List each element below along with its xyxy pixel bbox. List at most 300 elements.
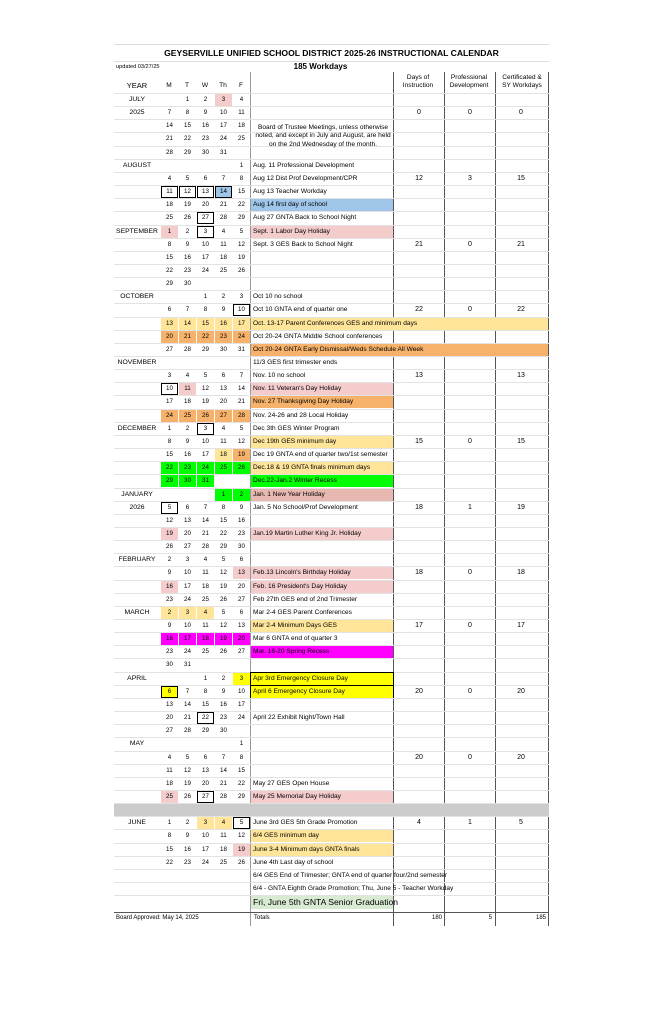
workday-count: 17: [517, 622, 525, 629]
day-cell: 3: [215, 94, 232, 106]
day-cell: 6: [161, 686, 178, 698]
day-cell: 20: [220, 398, 227, 406]
event-text: June 4th Last day of school: [253, 858, 334, 866]
day-cell: 8: [167, 240, 172, 248]
day-cell: 15: [238, 188, 245, 196]
workday-count: 5: [519, 819, 523, 827]
day-cell: 10: [202, 437, 209, 445]
event-text: May 25 Memorial Day Holiday: [251, 791, 393, 803]
workday-count: 13: [517, 372, 525, 380]
day-cell: 12: [184, 766, 191, 774]
day-cell: 9: [185, 240, 190, 248]
event-text: Nov. 24-26 and 28 Local Holiday: [253, 411, 349, 419]
day-cell: 31: [220, 148, 227, 156]
day-cell: [161, 357, 178, 369]
day-cell: 24: [184, 595, 191, 603]
workday-count: 20: [517, 753, 525, 761]
event-text: Aug 13 Teacher Workday: [253, 188, 327, 196]
day-cell: 21: [184, 714, 191, 722]
event-text: Jan. 5 No School/Prof Development: [253, 503, 358, 511]
day-cell: 17: [202, 845, 209, 853]
month-label: APRIL: [127, 674, 147, 682]
days-instruction-header: Days of Instruction: [402, 74, 434, 89]
day-cell: 17: [238, 700, 245, 708]
calendar-row: [114, 423, 549, 436]
day-cell: [215, 738, 232, 750]
day-cell: 2: [233, 489, 250, 501]
month-label: FEBRUARY: [118, 556, 156, 564]
day-cell: 26: [233, 462, 250, 474]
day-cell: [233, 357, 250, 369]
day-cell: 2: [221, 674, 226, 682]
calendar-row: [114, 278, 549, 291]
day-cell: 1: [203, 674, 208, 682]
calendar-row: [114, 265, 549, 278]
month-label: MAY: [129, 740, 145, 748]
calendar-row: [114, 357, 549, 370]
event-text: Aug. 11 Professional Development: [253, 161, 355, 169]
day-cell: 14: [202, 516, 209, 524]
day-cell: 25: [166, 214, 173, 222]
day-cell: [233, 870, 250, 882]
day-cell: 22: [166, 266, 173, 274]
day-cell: 23: [184, 266, 191, 274]
day-cell: 8: [221, 503, 226, 511]
calendar-row: [114, 830, 549, 843]
day-cell: 4: [185, 372, 190, 380]
day-cell: 11: [238, 109, 245, 117]
day-cell: 16: [184, 845, 191, 853]
day-cell: [197, 659, 214, 671]
calendar-row: [114, 318, 549, 331]
day-cell: 13: [184, 516, 191, 524]
day-cell: 10: [184, 622, 191, 629]
day-cell: 26: [220, 595, 227, 603]
day-cell: [161, 870, 178, 882]
calendar-row: [114, 607, 549, 620]
calendar-row: [114, 541, 549, 554]
day-cell: 27: [238, 648, 245, 656]
day-cell: 24: [197, 462, 214, 474]
day-cell: 30: [220, 345, 227, 353]
calendar-row: [114, 699, 549, 712]
day-cell: 1: [167, 819, 172, 827]
day-cell: 12: [220, 622, 227, 629]
event-text: Aug 12 Dist Prof Development/CPR: [253, 174, 358, 182]
day-cell: 30: [238, 543, 245, 551]
tue-header: T: [184, 82, 190, 89]
day-cell: 15: [238, 766, 245, 774]
day-cell: 12: [202, 385, 209, 393]
day-cell: 13: [161, 318, 178, 330]
day-cell: [197, 870, 214, 882]
day-cell: 25: [202, 648, 209, 656]
day-cell: 19: [233, 449, 250, 461]
day-cell: [161, 291, 178, 303]
day-cell: 15: [166, 253, 173, 261]
calendar-row: [114, 396, 549, 409]
day-cell: 2: [203, 96, 208, 103]
day-cell: 16: [161, 633, 178, 645]
day-cell: 21: [166, 135, 173, 143]
day-cell: [233, 147, 250, 159]
day-cell: 12: [179, 186, 196, 198]
calendar-row: [114, 94, 549, 107]
day-cell: 3: [185, 556, 190, 564]
day-cell: [197, 357, 214, 369]
calendar-row: [114, 489, 549, 502]
day-cell: 17: [202, 253, 209, 261]
day-cell: 20: [161, 331, 178, 343]
day-cell: [233, 804, 250, 816]
day-cell: 20: [202, 779, 209, 787]
workday-count: 0: [519, 109, 523, 117]
day-cell: 22: [238, 779, 245, 787]
workday-count: 0: [468, 687, 472, 695]
day-cell: 21: [202, 529, 209, 537]
day-cell: 19: [215, 633, 232, 645]
workday-count: 18: [517, 569, 525, 577]
event-text: June 3-4 Minimum days GNTA finals: [251, 844, 393, 856]
day-cell: 16: [184, 451, 191, 459]
event-text: 11/3 GES first trimester ends: [253, 359, 338, 366]
event-text: Sept. 3 GES Back to School Night: [253, 240, 353, 248]
workday-count: 0: [468, 437, 472, 445]
day-cell: 30: [166, 661, 173, 669]
day-cell: 30: [202, 148, 209, 156]
day-cell: 18: [202, 582, 209, 590]
day-cell: 26: [197, 410, 214, 422]
day-cell: [179, 291, 196, 303]
calendar-row: [114, 528, 549, 541]
calendar-row: [114, 252, 549, 265]
year-header: YEAR: [126, 81, 148, 90]
day-cell: 10: [184, 569, 191, 577]
day-cell: [161, 738, 178, 750]
day-cell: 21: [238, 398, 245, 406]
calendar-row: [114, 410, 549, 423]
event-text: 6/4 - GNTA Eighth Grade Promotion; Thu, June 5 - Teacher Workday: [253, 885, 454, 892]
day-cell: 28: [166, 148, 173, 156]
calendar-row: [114, 844, 549, 857]
day-cell: 24: [238, 714, 245, 722]
calendar-row: [114, 870, 549, 883]
workday-count: 19: [517, 503, 525, 511]
calendar-row: [114, 554, 549, 567]
calendar-row: [114, 883, 549, 896]
day-cell: 15: [202, 700, 209, 708]
day-cell: 11: [220, 240, 227, 248]
day-cell: 30: [179, 475, 196, 487]
day-cell: 14: [179, 318, 196, 330]
day-cell: 6: [185, 503, 190, 511]
mon-header: M: [166, 82, 172, 89]
calendar-row: [114, 344, 549, 357]
day-cell: 20: [233, 633, 250, 645]
day-cell: 22: [197, 712, 214, 724]
day-cell: 16: [238, 516, 245, 524]
day-cell: 6: [239, 556, 244, 564]
event-text: Sept. 1 Labor Day Holiday: [251, 226, 393, 238]
day-cell: 22: [197, 331, 214, 343]
day-cell: 4: [167, 753, 172, 761]
day-cell: 13: [238, 622, 245, 629]
day-cell: 22: [166, 858, 173, 866]
day-cell: 3: [197, 226, 214, 238]
workday-count: 18: [415, 503, 423, 511]
day-cell: [179, 896, 196, 908]
day-cell: 24: [161, 410, 178, 422]
calendar-row: [114, 199, 549, 212]
workday-count: 22: [517, 306, 525, 314]
day-cell: 6: [167, 306, 172, 314]
cert-workdays-header: Certificated & SY Workdays: [502, 74, 542, 89]
page-title: GEYSERVILLE UNIFIED SCHOOL DISTRICT 2025-26 INSTRUCTIONAL CALENDAR: [114, 44, 549, 62]
day-cell: 15: [184, 122, 191, 130]
workday-count: 4: [417, 819, 421, 827]
event-text: Nov. 27 Thanksgiving Day Holiday: [251, 396, 393, 408]
day-cell: [197, 489, 214, 501]
day-cell: [179, 357, 196, 369]
day-cell: [215, 896, 232, 908]
day-cell: 7: [185, 306, 190, 314]
calendar-row: [114, 804, 549, 817]
event-text: Dec 19 GNTA end of quarter two/1st semester: [253, 451, 388, 459]
day-cell: 22: [184, 135, 191, 143]
day-cell: 25: [238, 135, 245, 143]
workday-count: 21: [517, 240, 525, 248]
day-cell: 10: [233, 304, 250, 316]
day-cell: 11: [220, 437, 227, 445]
divider: [114, 912, 549, 913]
calendar-row: [114, 449, 549, 462]
event-text: Oct 20-24 GNTA Middle School conferences: [253, 332, 383, 340]
day-cell: 12: [166, 516, 173, 524]
day-cell: 11: [179, 383, 196, 395]
total-prof-dev: 5: [488, 915, 492, 921]
day-cell: [233, 725, 250, 737]
day-cell: 25: [161, 791, 178, 803]
day-cell: 28: [184, 345, 191, 353]
day-cell: 29: [220, 543, 227, 551]
totals-label: Totals: [254, 915, 270, 921]
day-cell: 5: [233, 817, 250, 829]
day-cell: [161, 489, 178, 501]
calendar-row: [114, 778, 549, 791]
day-cell: 5: [239, 424, 244, 432]
day-cell: 7: [221, 753, 226, 761]
day-cell: 3: [233, 673, 250, 685]
day-cell: 5: [203, 372, 208, 380]
day-cell: [215, 804, 232, 816]
month-label: JANUARY: [121, 490, 153, 498]
day-cell: 4: [215, 817, 232, 829]
day-cell: [197, 883, 214, 895]
calendar-row: [114, 817, 549, 830]
day-cell: 25: [220, 858, 227, 866]
day-cell: 26: [166, 543, 173, 551]
calendar-row: [114, 226, 549, 239]
workday-count: 15: [415, 437, 423, 445]
day-cell: [215, 357, 232, 369]
workday-count: 20: [415, 687, 423, 695]
day-cell: [179, 870, 196, 882]
total-workdays: 185: [535, 915, 546, 921]
calendar-row: [114, 765, 549, 778]
workday-count: 21: [415, 240, 423, 248]
event-text: Mar. 16-20 Spring Recess: [251, 646, 393, 658]
day-cell: 28: [202, 543, 209, 551]
day-cell: [215, 160, 232, 172]
day-cell: 27: [184, 543, 191, 551]
workday-count: 17: [415, 622, 423, 629]
fri-header: F: [238, 82, 244, 89]
day-cell: 1: [161, 226, 178, 238]
day-cell: 30: [220, 727, 227, 735]
day-cell: 9: [167, 569, 172, 577]
calendar-row: [114, 791, 549, 804]
day-cell: 26: [184, 214, 191, 222]
calendar-row: [114, 212, 549, 225]
day-cell: 17: [179, 633, 196, 645]
calendar-row: [114, 646, 549, 659]
day-cell: 28: [184, 727, 191, 735]
day-cell: 16: [202, 122, 209, 130]
day-cell: 1: [239, 740, 244, 748]
day-cell: 7: [239, 372, 244, 380]
day-cell: 13: [220, 385, 227, 393]
day-cell: 23: [184, 858, 191, 866]
day-cell: 4: [167, 174, 172, 182]
day-cell: [161, 804, 178, 816]
month-label: JUNE: [128, 819, 146, 827]
day-cell: 19: [184, 201, 191, 209]
workday-count: 0: [468, 753, 472, 761]
day-cell: [179, 489, 196, 501]
event-text: Nov. 10 no school: [253, 372, 306, 380]
day-cell: [161, 160, 178, 172]
day-cell: 18: [220, 845, 227, 853]
day-cell: [197, 804, 214, 816]
day-cell: 6: [203, 174, 208, 182]
day-cell: [179, 673, 196, 685]
day-cell: 25: [179, 410, 196, 422]
calendar-row: [114, 752, 549, 765]
day-cell: [233, 896, 250, 908]
day-cell: 1: [167, 424, 172, 432]
day-cell: 18: [215, 449, 232, 461]
calendar-row: [114, 659, 549, 672]
day-cell: 14: [166, 122, 173, 130]
day-cell: 16: [220, 700, 227, 708]
day-cell: 12: [238, 437, 245, 445]
day-cell: 21: [179, 331, 196, 343]
event-text: 6/4 GES minimum day: [251, 830, 393, 842]
day-cell: 14: [238, 385, 245, 393]
day-cell: 5: [185, 174, 190, 182]
day-cell: 2: [221, 293, 226, 301]
calendar-row: [114, 515, 549, 528]
calendar-row: [114, 673, 549, 686]
day-cell: 14: [220, 766, 227, 774]
day-cell: 19: [220, 582, 227, 590]
day-cell: 1: [215, 489, 232, 501]
day-cell: 30: [184, 280, 191, 288]
day-cell: 26: [220, 648, 227, 656]
calendar-sheet: [114, 44, 549, 926]
calendar-row: [114, 567, 549, 580]
day-cell: 8: [203, 306, 208, 314]
day-cell: 10: [161, 383, 178, 395]
day-cell: 27: [197, 212, 214, 224]
day-cell: 3: [197, 817, 214, 829]
day-cell: 19: [161, 528, 178, 540]
day-cell: 14: [184, 700, 191, 708]
day-cell: [179, 804, 196, 816]
event-text: Oct. 13-17 Parent Conferences GES and minimum days: [251, 318, 548, 330]
event-text: Fri, June 5th GNTA Senior Graduation: [253, 897, 399, 908]
day-cell: 9: [185, 832, 190, 840]
event-text: Mar 2-4 Minimum Days GES: [251, 620, 393, 632]
day-cell: 3: [239, 293, 244, 301]
day-cell: 16: [161, 581, 178, 593]
day-cell: 22: [238, 201, 245, 209]
day-cell: 24: [184, 648, 191, 656]
day-cell: 18: [166, 201, 173, 209]
event-text: Dec 19th GES minimum day: [251, 436, 393, 448]
event-text: Aug 14 first day of school: [251, 199, 393, 211]
day-cell: 29: [166, 280, 173, 288]
day-cell: 23: [215, 331, 232, 343]
workday-count: 0: [417, 109, 421, 117]
event-text: April 22 Exhibit Night/Town Hall: [253, 714, 345, 722]
day-cell: [233, 278, 250, 290]
day-cell: 19: [233, 844, 250, 856]
day-cell: 23: [202, 135, 209, 143]
day-cell: 13: [233, 567, 250, 579]
day-cell: 8: [203, 687, 208, 695]
calendar-row: [114, 857, 549, 870]
day-cell: 2: [185, 424, 190, 432]
wed-header: W: [201, 82, 209, 89]
calendar-row: [114, 581, 549, 594]
day-cell: 7: [203, 503, 208, 511]
day-cell: 9: [203, 109, 208, 117]
day-cell: 17: [220, 122, 227, 130]
day-cell: 21: [220, 201, 227, 209]
event-text: June 3rd GES 5th Grade Promotion: [253, 819, 358, 827]
day-cell: [215, 659, 232, 671]
day-cell: 12: [238, 832, 245, 840]
calendar-row: [114, 594, 549, 607]
day-cell: 20: [166, 714, 173, 722]
day-cell: [161, 896, 178, 908]
workday-count: 1: [468, 503, 472, 511]
calendar-row: [114, 239, 549, 252]
day-cell: 16: [184, 253, 191, 261]
day-cell: 19: [238, 253, 245, 261]
day-cell: 3: [197, 423, 214, 435]
month-label: DECEMBER: [117, 424, 157, 432]
day-cell: [233, 475, 250, 487]
day-cell: 19: [184, 779, 191, 787]
day-cell: 10: [220, 109, 227, 117]
day-cell: 18: [238, 122, 245, 130]
calendar-row: [114, 712, 549, 725]
day-cell: 23: [238, 529, 245, 537]
day-cell: 8: [167, 832, 172, 840]
day-cell: 27: [215, 410, 232, 422]
